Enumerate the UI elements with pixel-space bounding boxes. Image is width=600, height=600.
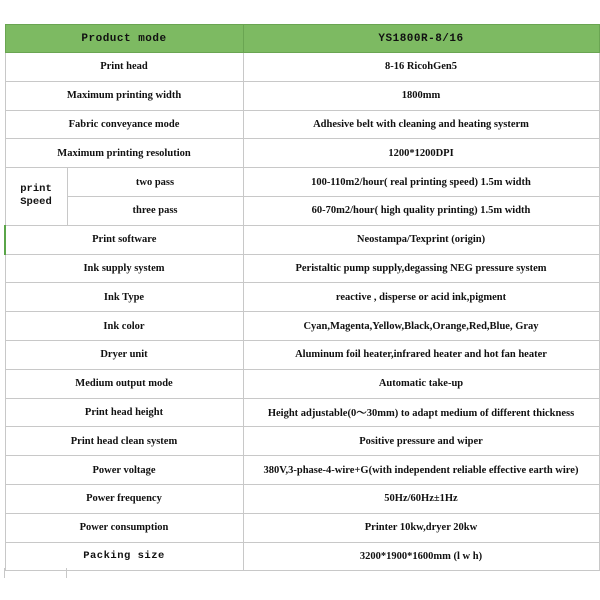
row-value: 50Hz/60Hz±1Hz (243, 484, 599, 513)
table-row (5, 254, 599, 283)
row-value: Height adjustable(0～30mm) to adapt medium of different thickness (243, 398, 599, 427)
three-pass-value: 60-70m2/hour( high quality printing) 1.5m width (243, 196, 599, 225)
table-row (5, 110, 599, 139)
table-row (5, 456, 599, 485)
row-value: 380V,3-phase-4-wire+G(with independent reliable effective earth wire) (243, 456, 599, 485)
table-row (5, 340, 599, 369)
spec-table (4, 24, 600, 571)
two-pass-value: 100-110m2/hour( real printing speed) 1.5m width (243, 168, 599, 197)
row-label: Print head height (5, 398, 243, 427)
row-value: Cyan,Magenta,Yellow,Black,Orange,Red,Blue, Gray (243, 312, 599, 341)
two-pass-label: two pass (67, 168, 243, 197)
row-label: Power consumption (5, 513, 243, 542)
header-label: Product mode (5, 25, 243, 53)
table-row (5, 427, 599, 456)
three-pass-label: three pass (67, 196, 243, 225)
table-row (5, 312, 599, 341)
row-value: 1200*1200DPI (243, 139, 599, 168)
table-row (5, 139, 599, 168)
row-value: 3200*1900*1600mm (l w h) (243, 542, 599, 571)
row-value: 1800mm (243, 81, 599, 110)
row-value: Aluminum foil heater,infrared heater and hot fan heater (243, 340, 599, 369)
row-value: reactive , disperse or acid ink,pigment (243, 283, 599, 312)
row-label: Fabric conveyance mode (5, 110, 243, 139)
table-tail-line (66, 568, 69, 578)
row-label: Ink color (5, 312, 243, 341)
table-row (5, 542, 599, 571)
row-label: Ink Type (5, 283, 243, 312)
row-label: Print head clean system (5, 427, 243, 456)
row-value: Printer 10kw,dryer 20kw (243, 513, 599, 542)
row-value: 8-16 RicohGen5 (243, 53, 599, 82)
table-row (5, 283, 599, 312)
table-row-two-pass (5, 168, 599, 197)
row-label: Maximum printing width (5, 81, 243, 110)
table-tail-line (4, 568, 7, 578)
print-speed-label (5, 168, 67, 226)
table-row (5, 81, 599, 110)
row-label: Ink supply system (5, 254, 243, 283)
row-label: Dryer unit (5, 340, 243, 369)
print-speed-label-line1: print (20, 183, 52, 196)
row-value: Peristaltic pump supply,degassing NEG pressure system (243, 254, 599, 283)
row-label: Print head (5, 53, 243, 82)
row-value: Positive pressure and wiper (243, 427, 599, 456)
table-row (5, 398, 599, 427)
row-label: Medium output mode (5, 369, 243, 398)
table-row-three-pass (5, 196, 599, 225)
table-row (5, 484, 599, 513)
row-label: Packing size (5, 542, 243, 571)
row-label: Print software (5, 225, 243, 254)
row-value: Automatic take-up (243, 369, 599, 398)
row-value: Neostampa/Texprint (origin) (243, 225, 599, 254)
table-row (5, 369, 599, 398)
table-row (5, 513, 599, 542)
table-header-row (5, 25, 599, 53)
header-value: YS1800R-8/16 (243, 25, 599, 53)
row-label: Power frequency (5, 484, 243, 513)
table-row (5, 53, 599, 82)
row-value: Adhesive belt with cleaning and heating systerm (243, 110, 599, 139)
row-label: Maximum printing resolution (5, 139, 243, 168)
row-label: Power voltage (5, 456, 243, 485)
table-row (5, 225, 599, 254)
print-speed-label-line2: Speed (20, 196, 52, 209)
